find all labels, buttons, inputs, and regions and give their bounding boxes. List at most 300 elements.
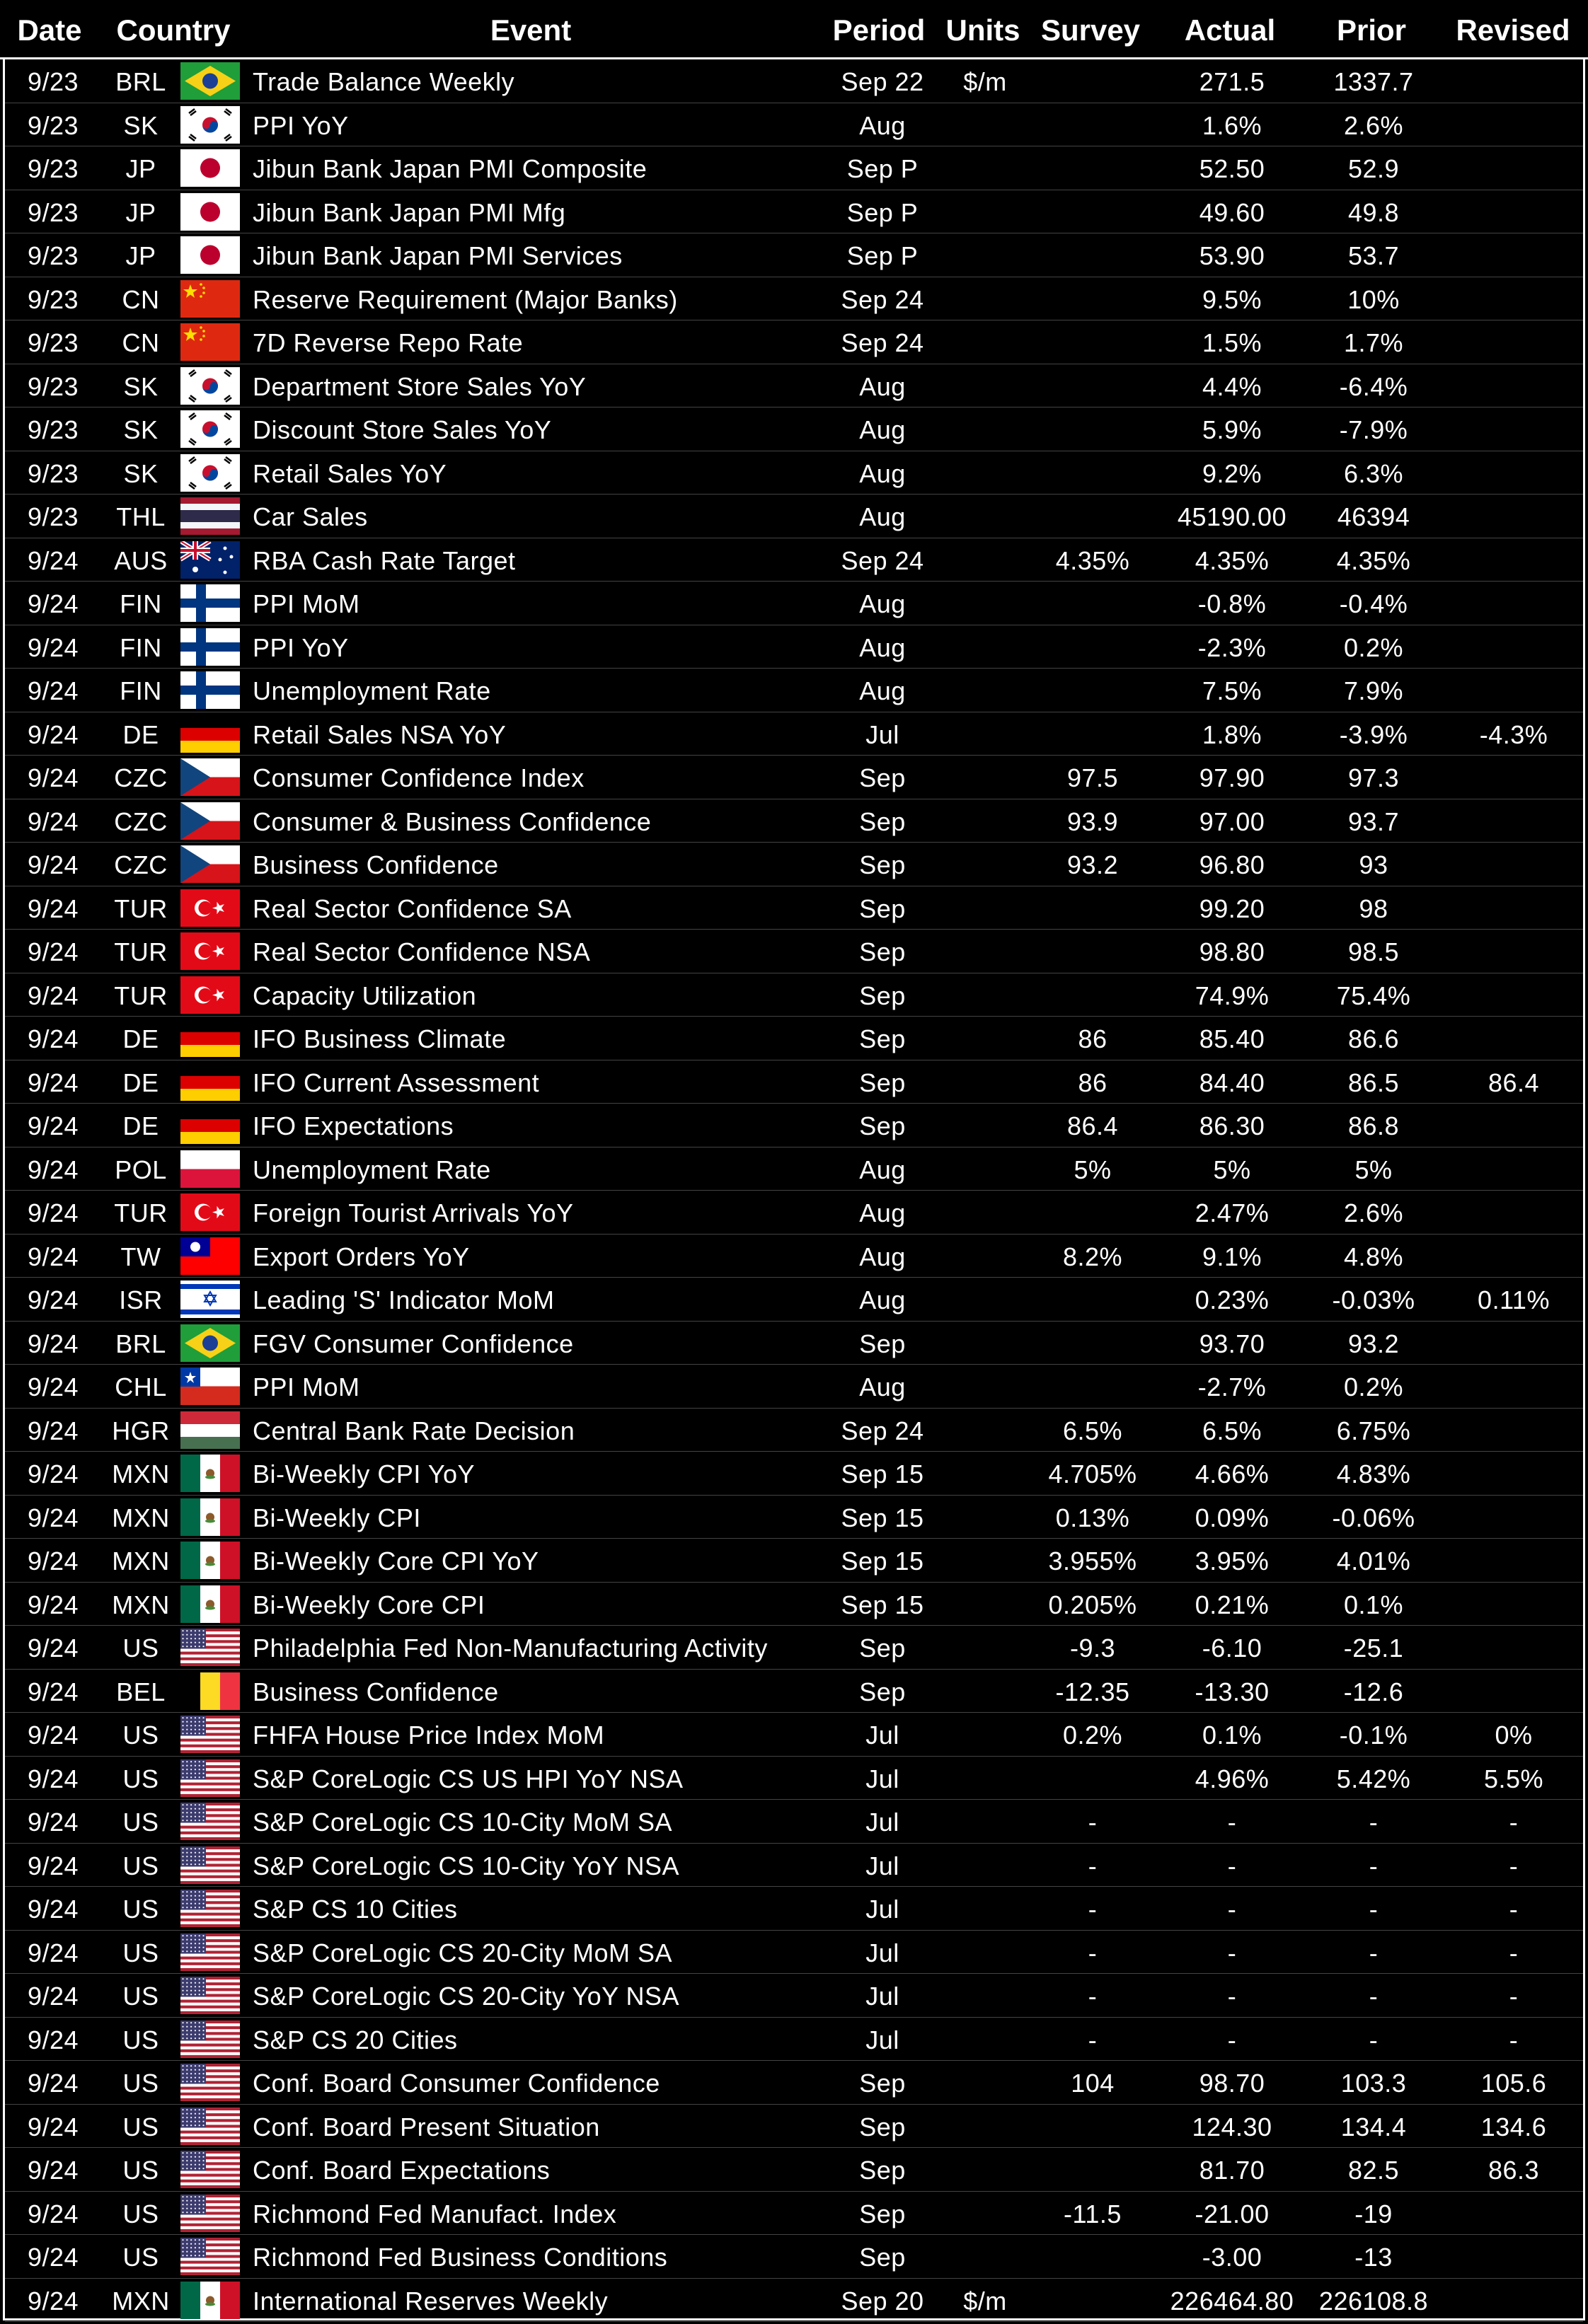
cell-country: THL: [116, 502, 166, 531]
cell-country: CHL: [115, 1372, 167, 1401]
cell-actual: 93.70: [1199, 1329, 1265, 1358]
cell-country: US: [122, 1764, 159, 1793]
cell-survey: -: [1088, 1938, 1098, 1967]
cell-units: [946, 1539, 1024, 1581]
table-row: [5, 364, 1583, 408]
cell-period: Sep 24: [841, 328, 924, 357]
cell-survey: 0.13%: [1055, 1503, 1130, 1532]
cell-country: TUR: [114, 981, 168, 1010]
cell-country: POL: [115, 1155, 167, 1184]
cell-period: Sep P: [846, 241, 919, 270]
cell-event: PPI MoM: [253, 589, 360, 618]
cell-revised: -4.3%: [1479, 719, 1548, 749]
cell-country: US: [122, 1895, 159, 1924]
us-flag-icon: [180, 2021, 240, 2058]
cell-country: US: [122, 1938, 159, 1967]
cell-actual: 4.66%: [1195, 1459, 1270, 1488]
cell-revised: [1444, 2235, 1583, 2277]
cell-survey: 5%: [1074, 1155, 1112, 1184]
cell-country: JP: [125, 197, 156, 227]
cell-revised: 0.11%: [1478, 1285, 1550, 1314]
cell-actual: 3.95%: [1195, 1547, 1270, 1576]
cell-survey: [1024, 2148, 1161, 2190]
cell-revised: [1444, 1583, 1583, 1625]
table-row: [5, 2279, 1583, 2323]
cell-actual: -2.3%: [1197, 632, 1267, 662]
cell-event: RBA Cash Rate Target: [253, 545, 516, 575]
cell-actual: 4.4%: [1202, 371, 1262, 401]
cell-period: Aug: [859, 1372, 906, 1401]
cell-revised: [1444, 1191, 1583, 1233]
cell-prior: -0.1%: [1339, 1721, 1408, 1750]
cell-survey: 104: [1071, 2069, 1115, 2098]
cell-revised: [1444, 451, 1583, 494]
cell-revised: -: [1509, 2025, 1519, 2054]
cell-prior: -3.9%: [1339, 719, 1408, 749]
table-row: [5, 2061, 1583, 2105]
cell-survey: [1024, 1757, 1161, 1799]
cell-actual: -13.30: [1195, 1677, 1270, 1706]
cell-actual: 0.1%: [1202, 1721, 1262, 1750]
cell-date: 9/24: [27, 1285, 79, 1314]
cell-actual: 97.90: [1199, 763, 1265, 792]
table-row: [5, 233, 1583, 277]
table-row: [5, 843, 1583, 886]
cell-prior: 6.3%: [1343, 458, 1404, 488]
cell-prior: -: [1369, 1808, 1379, 1837]
table-row: [5, 451, 1583, 495]
cell-date: 9/24: [27, 2069, 79, 2098]
cell-date: 9/24: [27, 2243, 79, 2272]
table-row: [5, 2018, 1583, 2062]
cell-event: Consumer & Business Confidence: [253, 807, 652, 836]
cell-country: SK: [123, 371, 159, 401]
table-row: [5, 1409, 1583, 1452]
cell-period: Sep: [859, 894, 906, 923]
cell-period: Aug: [859, 632, 906, 662]
cell-survey: [1024, 407, 1161, 450]
mexico-flag-icon: [180, 1455, 240, 1492]
cell-survey: [1024, 582, 1161, 624]
us-flag-icon: [180, 2064, 240, 2101]
cell-date: 9/24: [27, 1198, 79, 1227]
cell-units: [946, 2192, 1024, 2234]
cell-revised: -: [1509, 1982, 1519, 2011]
chile-flag-icon: [180, 1368, 240, 1405]
table-row: [5, 1800, 1583, 1844]
cell-country: FIN: [120, 632, 162, 662]
cell-survey: -12.35: [1055, 1677, 1130, 1706]
cell-country: CZC: [114, 763, 168, 792]
cell-prior: -: [1369, 2025, 1379, 2054]
cell-survey: [1024, 1365, 1161, 1407]
cell-event: S&P CoreLogic CS 20-City YoY NSA: [253, 1982, 679, 2011]
cell-period: Sep 22: [841, 67, 924, 96]
cell-actual: 226464.80: [1170, 2286, 1294, 2316]
cell-event: S&P CS 10 Cities: [253, 1895, 458, 1924]
cell-revised: [1444, 799, 1583, 842]
us-flag-icon: [180, 1759, 240, 1797]
header-prior: Prior: [1336, 13, 1407, 47]
us-flag-icon: [180, 1629, 240, 1666]
germany-flag-icon: [180, 1063, 240, 1101]
cell-event: Conf. Board Expectations: [253, 2156, 551, 2185]
us-flag-icon: [180, 2151, 240, 2188]
cell-country: TW: [120, 1242, 161, 1271]
cell-revised: [1444, 1104, 1583, 1146]
us-flag-icon: [180, 2108, 240, 2145]
cell-revised: [1444, 59, 1583, 102]
cell-period: Sep 15: [841, 1547, 924, 1576]
cell-date: 9/24: [27, 2025, 79, 2054]
cell-revised: [1444, 1409, 1583, 1451]
cell-period: Jul: [865, 1938, 899, 1967]
cell-units: [946, 930, 1024, 972]
cell-event: Bi-Weekly CPI YoY: [253, 1459, 475, 1488]
mexico-flag-icon: [180, 1585, 240, 1623]
cell-prior: 98.5: [1347, 937, 1400, 966]
cell-actual: 5%: [1213, 1155, 1251, 1184]
cell-event: Retail Sales YoY: [253, 458, 447, 488]
belgium-flag-icon: [180, 1672, 240, 1710]
cell-date: 9/24: [27, 632, 79, 662]
cell-event: Real Sector Confidence NSA: [253, 937, 591, 966]
cell-period: Aug: [859, 110, 906, 140]
cell-prior: -6.4%: [1339, 371, 1408, 401]
cell-revised: [1444, 538, 1583, 581]
cell-country: US: [122, 2069, 159, 2098]
cell-date: 9/24: [27, 1329, 79, 1358]
table-row: [5, 1931, 1583, 1975]
cell-prior: 1.7%: [1343, 328, 1404, 357]
cell-units: [946, 1757, 1024, 1799]
cell-units: [946, 1278, 1024, 1320]
cell-survey: [1024, 277, 1161, 320]
table-row: [5, 1844, 1583, 1887]
cell-period: Jul: [865, 1764, 899, 1793]
table-row: [5, 1887, 1583, 1931]
cell-date: 9/24: [27, 1547, 79, 1576]
cell-period: Sep: [859, 1111, 906, 1140]
us-flag-icon: [180, 2238, 240, 2275]
cell-prior: 103.3: [1340, 2069, 1407, 2098]
cell-actual: 45190.00: [1177, 502, 1287, 531]
us-flag-icon: [180, 1803, 240, 1840]
cell-revised: 5.5%: [1483, 1764, 1544, 1793]
cell-prior: 93: [1359, 850, 1388, 879]
cell-prior: 226108.8: [1318, 2286, 1429, 2316]
cell-survey: 8.2%: [1062, 1242, 1123, 1271]
cell-revised: [1444, 1365, 1583, 1407]
cell-revised: 86.3: [1488, 2156, 1540, 2185]
cell-revised: [1444, 1496, 1583, 1538]
cell-period: Sep: [859, 1024, 906, 1053]
cell-period: Sep: [859, 1634, 906, 1663]
cell-prior: 93.7: [1347, 807, 1400, 836]
cell-revised: [1444, 320, 1583, 363]
cell-prior: 52.9: [1347, 154, 1400, 183]
cell-revised: [1444, 1626, 1583, 1668]
cell-survey: [1024, 2235, 1161, 2277]
cell-revised: [1444, 2192, 1583, 2234]
cell-units: [946, 1365, 1024, 1407]
cell-actual: -2.7%: [1197, 1372, 1267, 1401]
cell-revised: [1444, 843, 1583, 885]
cell-actual: 124.30: [1192, 2112, 1272, 2141]
table-row: [5, 886, 1583, 930]
cell-period: Aug: [859, 1285, 906, 1314]
cell-event: Reserve Requirement (Major Banks): [253, 284, 678, 314]
table-row: [5, 1757, 1583, 1800]
cell-survey: -: [1088, 1851, 1098, 1880]
cell-country: CZC: [114, 807, 168, 836]
cell-country: MXN: [112, 2286, 170, 2316]
cell-period: Sep 24: [841, 284, 924, 314]
table-row: [5, 1235, 1583, 1278]
cell-actual: 9.2%: [1202, 458, 1262, 488]
table-row: [5, 407, 1583, 451]
cell-prior: -0.06%: [1332, 1503, 1415, 1532]
cell-period: Sep P: [846, 154, 919, 183]
cell-units: [946, 2105, 1024, 2147]
table-row: [5, 103, 1583, 147]
cell-event: 7D Reverse Repo Rate: [253, 328, 524, 357]
cell-revised: [1444, 190, 1583, 233]
cell-units: [946, 364, 1024, 407]
cell-date: 9/24: [27, 589, 79, 618]
cell-actual: -: [1227, 2025, 1237, 2054]
us-flag-icon: [180, 2195, 240, 2232]
cell-event: FHFA House Price Index MoM: [253, 1721, 605, 1750]
cell-date: 9/24: [27, 1372, 79, 1401]
cell-event: PPI YoY: [253, 632, 349, 662]
cell-prior: -: [1369, 1982, 1379, 2011]
cell-country: JP: [125, 154, 156, 183]
cell-prior: -: [1369, 1938, 1379, 1967]
cell-period: Jul: [865, 1895, 899, 1924]
us-flag-icon: [180, 1716, 240, 1753]
cell-date: 9/24: [27, 850, 79, 879]
cell-actual: 9.5%: [1202, 284, 1262, 314]
cell-units: [946, 1844, 1024, 1886]
cell-period: Sep: [859, 850, 906, 879]
cell-period: Sep 15: [841, 1503, 924, 1532]
cell-date: 9/23: [27, 110, 79, 140]
cell-date: 9/23: [27, 67, 79, 96]
cell-actual: 0.23%: [1195, 1285, 1270, 1314]
cell-survey: [1024, 973, 1161, 1016]
cell-date: 9/24: [27, 1851, 79, 1880]
cell-prior: 4.35%: [1336, 545, 1411, 575]
cell-country: TUR: [114, 937, 168, 966]
cell-event: Capacity Utilization: [253, 981, 477, 1010]
cell-units: [946, 1191, 1024, 1233]
cell-prior: 1337.7: [1333, 67, 1414, 96]
cell-units: [946, 1626, 1024, 1668]
cell-period: Aug: [859, 1155, 906, 1184]
cell-period: Aug: [859, 502, 906, 531]
cell-revised: 86.4: [1488, 1068, 1540, 1097]
cell-event: S&P CoreLogic CS 10-City YoY NSA: [253, 1851, 679, 1880]
cell-actual: 1.5%: [1202, 328, 1262, 357]
table-row: [5, 625, 1583, 669]
cell-period: Jul: [865, 1982, 899, 2011]
cell-period: Sep: [859, 1329, 906, 1358]
cell-units: [946, 1974, 1024, 2016]
cell-revised: [1444, 233, 1583, 276]
cell-actual: -: [1227, 1982, 1237, 2011]
cell-date: 9/24: [27, 676, 79, 705]
south-korea-flag-icon: [180, 410, 240, 448]
cell-event: Real Sector Confidence SA: [253, 894, 572, 923]
cell-actual: 84.40: [1199, 1068, 1265, 1097]
cell-prior: -: [1369, 1851, 1379, 1880]
cell-units: [946, 756, 1024, 798]
table-row: [5, 930, 1583, 973]
cell-actual: 1.8%: [1202, 719, 1262, 749]
cell-date: 9/24: [27, 2199, 79, 2228]
table-row: [5, 1278, 1583, 1322]
japan-flag-icon: [180, 193, 240, 231]
cell-date: 9/23: [27, 415, 79, 444]
cell-country: DE: [122, 1024, 159, 1053]
cell-actual: -0.8%: [1197, 589, 1267, 618]
table-row: [5, 756, 1583, 799]
cell-revised: [1444, 407, 1583, 450]
cell-revised: [1444, 277, 1583, 320]
cell-actual: -21.00: [1195, 2199, 1270, 2228]
cell-period: Jul: [865, 1721, 899, 1750]
cell-actual: 86.30: [1199, 1111, 1265, 1140]
cell-period: Sep: [859, 2156, 906, 2185]
australia-flag-icon: [180, 541, 240, 579]
header-actual: Actual: [1184, 13, 1276, 47]
cell-country: AUS: [114, 545, 168, 575]
cell-prior: 53.7: [1347, 241, 1400, 270]
cell-survey: [1024, 712, 1161, 755]
cell-country: MXN: [112, 1503, 170, 1532]
cell-prior: 4.01%: [1336, 1547, 1411, 1576]
turkey-flag-icon: [180, 932, 240, 970]
thailand-flag-icon: [180, 497, 240, 535]
cell-period: Jul: [865, 719, 899, 749]
cell-event: PPI MoM: [253, 1372, 360, 1401]
cell-period: Aug: [859, 415, 906, 444]
table-row: [5, 2148, 1583, 2192]
cell-units: [946, 582, 1024, 624]
cell-survey: 86: [1078, 1068, 1107, 1097]
table-row: [5, 582, 1583, 625]
header-country: Country: [116, 13, 231, 47]
cell-actual: 52.50: [1199, 154, 1265, 183]
cell-period: Aug: [859, 458, 906, 488]
cell-date: 9/24: [27, 1155, 79, 1184]
cell-event: Retail Sales NSA YoY: [253, 719, 507, 749]
cell-event: Business Confidence: [253, 1677, 499, 1706]
cell-date: 9/24: [27, 1242, 79, 1271]
cell-country: BRL: [115, 67, 166, 96]
cell-date: 9/24: [27, 1634, 79, 1663]
us-flag-icon: [180, 1977, 240, 2014]
china-flag-icon: [180, 323, 240, 361]
cell-period: Aug: [859, 589, 906, 618]
cell-country: DE: [122, 719, 159, 749]
cell-revised: [1444, 1322, 1583, 1364]
cell-prior: 0.1%: [1343, 1590, 1404, 1619]
cell-units: [946, 625, 1024, 668]
cell-revised: [1444, 364, 1583, 407]
cell-survey: [1024, 146, 1161, 189]
cell-units: [946, 1800, 1024, 1842]
table-row: [5, 2192, 1583, 2236]
cell-country: TUR: [114, 1198, 168, 1227]
cell-event: Export Orders YoY: [253, 1242, 470, 1271]
cell-event: S&P CoreLogic CS 20-City MoM SA: [253, 1938, 673, 1967]
cell-country: TUR: [114, 894, 168, 923]
finland-flag-icon: [180, 671, 240, 709]
cell-country: MXN: [112, 1547, 170, 1576]
cell-units: [946, 407, 1024, 450]
israel-flag-icon: [180, 1280, 240, 1318]
cell-survey: [1024, 495, 1161, 537]
cell-event: Business Confidence: [253, 850, 499, 879]
cell-prior: 97.3: [1347, 763, 1400, 792]
cell-event: Department Store Sales YoY: [253, 371, 587, 401]
header-survey: Survey: [1040, 13, 1141, 47]
cell-date: 9/23: [27, 154, 79, 183]
cell-units: [946, 495, 1024, 537]
cell-date: 9/24: [27, 894, 79, 923]
cell-period: Sep 24: [841, 545, 924, 575]
cell-prior: -0.03%: [1332, 1285, 1415, 1314]
cell-country: SK: [123, 415, 159, 444]
cell-revised: [1444, 973, 1583, 1016]
cell-actual: -: [1227, 1938, 1237, 1967]
cell-revised: [1444, 146, 1583, 189]
cell-survey: -11.5: [1064, 2199, 1122, 2228]
cell-event: Central Bank Rate Decision: [253, 1416, 575, 1445]
cell-prior: 86.8: [1347, 1111, 1400, 1140]
czech-flag-icon: [180, 802, 240, 840]
cell-prior: 2.6%: [1343, 1198, 1404, 1227]
table-row: [5, 669, 1583, 712]
cell-prior: 134.4: [1340, 2112, 1407, 2141]
cell-units: [946, 451, 1024, 494]
cell-revised: [1444, 1235, 1583, 1277]
cell-revised: [1444, 2279, 1583, 2321]
cell-period: Sep 24: [841, 1416, 924, 1445]
table-row: [5, 1191, 1583, 1235]
cell-survey: [1024, 669, 1161, 711]
cell-revised: 134.6: [1480, 2112, 1547, 2141]
cell-revised: [1444, 625, 1583, 668]
cell-date: 9/24: [27, 1895, 79, 1924]
cell-prior: -: [1369, 1895, 1379, 1924]
cell-country: MXN: [112, 1459, 170, 1488]
cell-units: [946, 2018, 1024, 2060]
cell-actual: 49.60: [1199, 197, 1265, 227]
cell-date: 9/23: [27, 284, 79, 314]
cell-period: Jul: [865, 1808, 899, 1837]
cell-period: Sep: [859, 981, 906, 1010]
cell-event: Bi-Weekly Core CPI: [253, 1590, 485, 1619]
cell-revised: [1444, 1670, 1583, 1712]
cell-survey: 86: [1078, 1024, 1107, 1053]
cell-units: [946, 669, 1024, 711]
cell-period: Sep 15: [841, 1590, 924, 1619]
cell-units: [946, 1017, 1024, 1059]
header-row: [0, 0, 1588, 59]
